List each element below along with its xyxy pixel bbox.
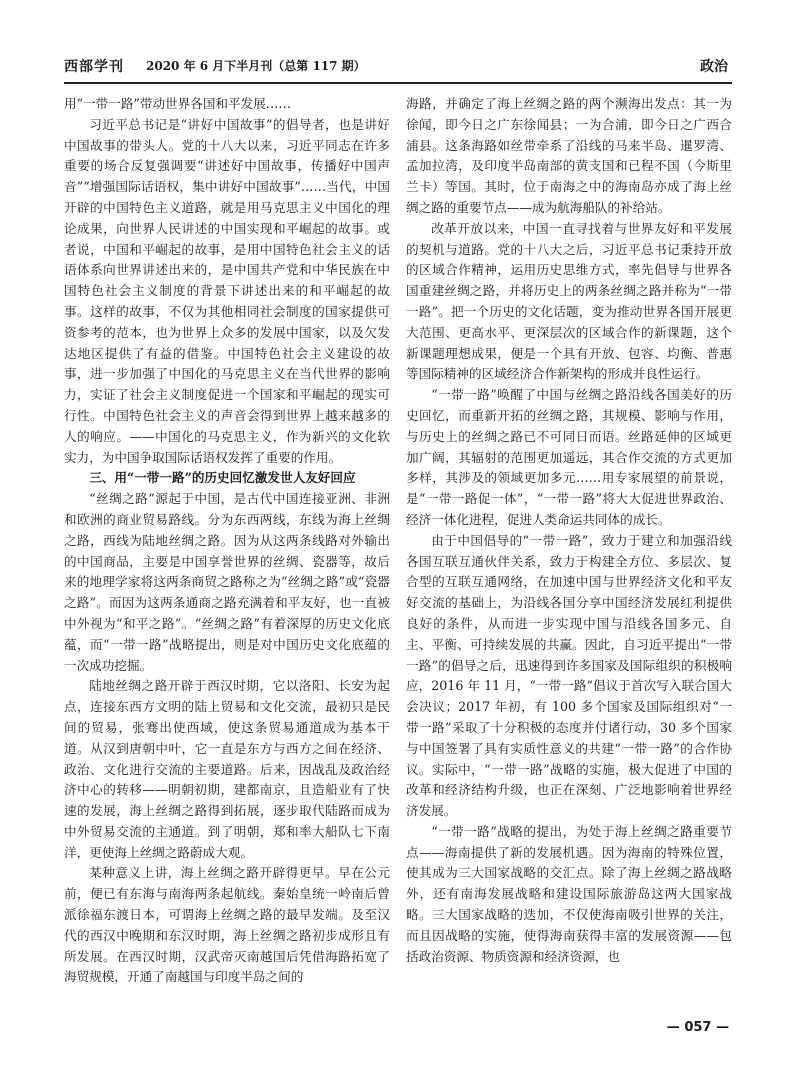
journal-logo: 西部学刊: [64, 59, 124, 75]
paragraph: 用“一带一路”带动世界各国和平发展……: [64, 96, 291, 111]
paragraph: “一带一路”唤醒了中国与丝绸之路沿线各国美好的历史回忆，而重新开拓的丝绸之路，其规模、影响与作用，与历史上的丝绸之路已不可同日而语。丝路延伸的区域更加广阔，其辐射的范围更加遥远，其合作交流的方式更加多样，其涉及的领域更加多元……用专家展望的前景说，是“一带一路促一体”，“一带一路”将大大促进世界政治、经济一体化进程，促进人类命运共同体的成长。: [406, 387, 732, 527]
section-name: 政治: [700, 59, 728, 75]
issue-info: 2020 年 6 月下半月刊（总第 117 期）: [146, 59, 366, 73]
paragraph: 海路，并确定了海上丝绸之路的两个濒海出发点：其一为徐闻，即今日之广东徐闻县；一为合浦，即今日之广西合浦县。这条海路如丝带牵系了沿线的马来半岛、暹罗湾、孟加拉湾，及印度半岛南部的黄支国和已程不国（今斯里兰卡）等国。其时，位于南海之中的海南岛亦成了海上丝绸之路的重要节点——成为航海船队的补给站。: [406, 96, 732, 215]
paragraph: “丝绸之路”源起于中国，是古代中国连接亚洲、非洲和欧洲的商业贸易路线。分为东西两线，东线为海上丝绸之路，西线为陆地丝绸之路。因为从这两条线路对外输出的中国商品，主要是中国享誉世界的丝绸、瓷器等，故后来的地理学家将这两条商贸之路称之为“丝绸之路”或“瓷器之路”。而因为这两条通商之路充满着和平友好，也一直被中外视为“和平之路”。“丝绸之路”有着深厚的历史文化底蕴，而“一带一路”战略提出，则是对中国历史文化底蕴的一次成功挖掘。: [64, 491, 390, 673]
header-divider: [64, 82, 732, 84]
page-number: — 057 —: [666, 1020, 729, 1035]
paragraph: 由于中国倡导的“一带一路”，致力于建立和加强沿线各国互联互通伙伴关系，致力于构建全方位、多层次、复合型的互联互通网络，在加速中国与世界经济文化和平友好交流的基础上，为沿线各国分享中国经济发展红利提供良好的条件，从而进一步实现中国与沿线各国多元、自主、平衡、可持续发展的共赢。因此，自习近平提出“一带一路”的倡导之后，迅速得到许多国家及国际组织的积极响应，2016 年 11 月，“一带一路”倡议于首次写入联合国大会决议；2017 年初，有 100 多个国家及国际组织对“一带一路”采取了十分积极的态度并付诸行动，30 多个国家与中国签署了具有实质性意义的共建“一带一路”的合作协议。实际中，“一带一路”战略的实施，极大促进了中国的改革和经济结构升级，也正在深刻、广泛地影响着世界经济发展。: [406, 532, 732, 819]
paragraph: 习近平总书记是“讲好中国故事”的倡导者，也是讲好中国故事的带头人。党的十八大以来，习近平同志在许多重要的场合反复强调要“讲述好中国故事，传播好中国声音”“增强国际话语权，集中讲好中国故事”……当代，中国开辟的中国特色主义道路，就是用马克思主义中国化的理论成果，向世界人民讲述的中国实现和平崛起的故事。或者说，中国和平崛起的故事，是用中国特色社会主义的话语体系向世界讲述出来的，是中国共产党和中华民族在中国特色社会主义制度的背景下讲述出来的和平崛起的故事。这样的故事，不仅为其他相同社会制度的国家提供可资参考的范本，也为世界上众多的发展中国家，以及欠发达地区提供了有益的借鉴。中国特色社会主义建设的故事，进一步加强了中国化的马克思主义在当代世界的影响力，实证了社会主义制度促进一个国家和平崛起的现实可行性。中国特色社会主义的声音会得到世界上越来越多的人的响应。——中国化的马克思主义，作为新兴的文化软实力，为中国争取国际话语权发挥了重要的作用。: [64, 116, 390, 465]
page-header: [64, 56, 730, 78]
right-column: [406, 94, 732, 967]
paragraph: 陆地丝绸之路开辟于西汉时期，它以洛阳、长安为起点，连接东西方文明的陆上贸易和文化交流，最初只是民间的贸易，张骞出使西域，使这条贸易通道成为基本干道。从汉到唐朝中叶，它一直是东方与西方之间在经济、政治、文化进行交流的主要道路。后来，因战乱及政治经济中心的转移——明朝初期，建都南京，且造船业有了快速的发展，海上丝绸之路得到拓展，逐步取代陆路而成为中外贸易交流的主通道。到了明朝，郑和率大船队七下南洋，更使海上丝绸之路蔚成大观。: [64, 678, 390, 860]
paragraph: “一带一路”战略的提出，为处于海上丝绸之路重要节点——海南提供了新的发展机遇。因为海南的特殊位置，使其成为三大国家战略的交汇点。除了海上丝绸之路战略外，还有南海发展战略和建设国际旅游岛这两大国家战略。三大国家战略的迭加，不仅使海南吸引世界的关注，而且因战略的实施，使得海南获得丰富的发展资源——包括政治资源、物质资源和经济资源，也: [406, 823, 732, 964]
paragraph: 改革开放以来，中国一直寻找着与世界友好和平发展的契机与道路。党的十八大之后，习近平总书记秉持开放的区域合作精神，运用历史思维方式，率先倡导与世界各国重建丝绸之路，并将历史上的两条丝绸之路并称为“一带一路”。把一个历史的文化话题，变为推动世界各国开展更大范围、更高水平、更深层次的区域合作的新课题，这个新课题理想成果，便是一个具有开放、包容、均衡、普惠等国际精神的区域经济合作新架构的形成并良性运行。: [406, 220, 732, 382]
section-heading: 三、用“一带一路”的历史回忆激发世人友好回应: [89, 470, 356, 486]
left-column: [64, 94, 390, 988]
paragraph: 某种意义上讲，海上丝绸之路开辟得更早。早在公元前，便已有东海与南海两条起航线。秦始皇统一岭南后曾派徐福东渡日本，可谓海上丝绸之路的最早发端。及至汉代的西汉中晚期和东汉时期，海上丝绸之路初步成形且有所发展。在西汉时期，汉武帝灭南越国后凭借海路拓宽了海贸规模，开通了南越国与印度半岛之间的: [64, 865, 390, 985]
